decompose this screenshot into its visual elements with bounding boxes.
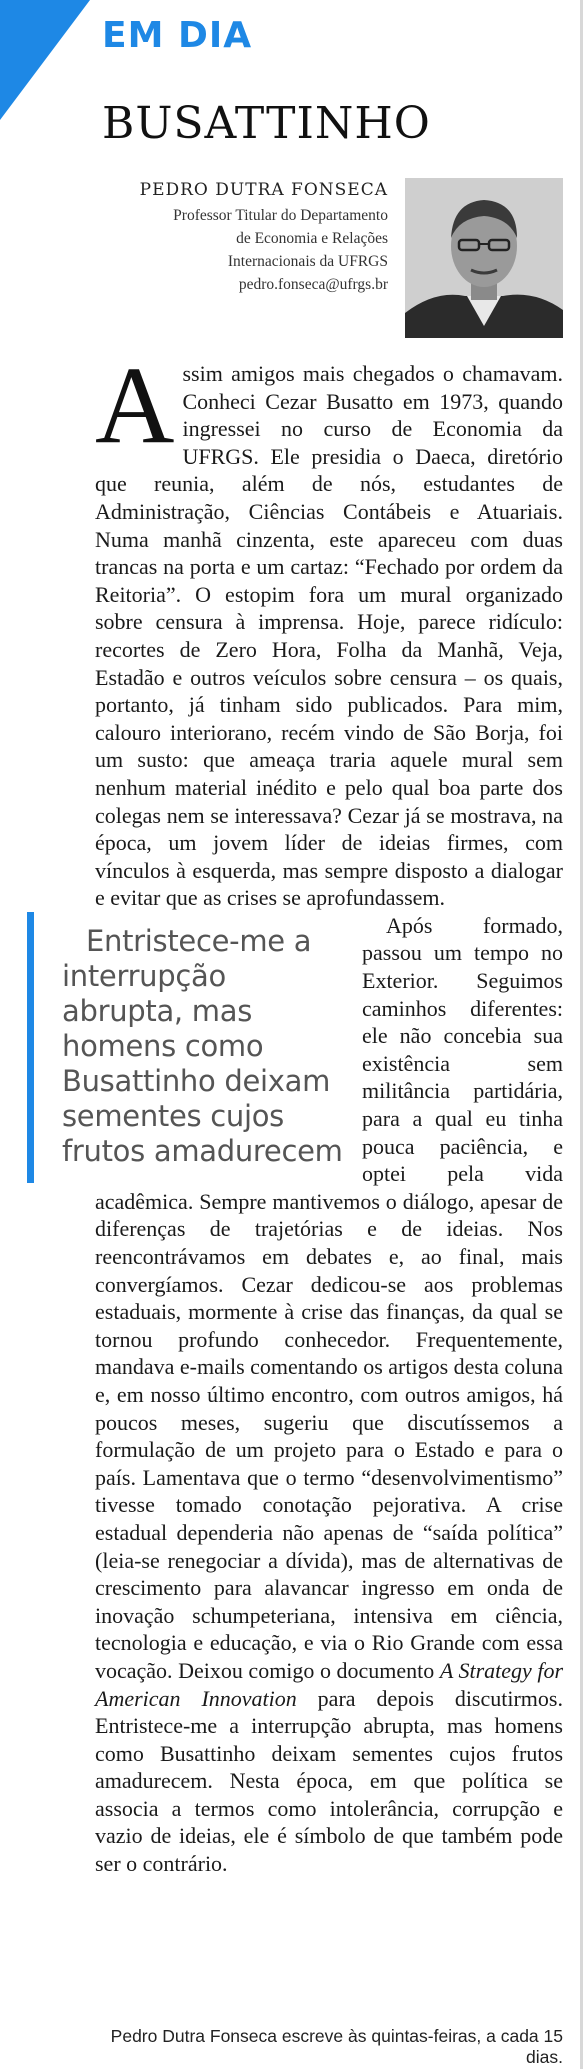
corner-accent — [0, 0, 90, 120]
author-role-line2: de Economia e Relações — [236, 229, 388, 247]
section-label: EM DIA — [102, 15, 253, 56]
author-email: pedro.fonseca@ufrgs.br — [238, 276, 388, 294]
author-schedule-note: Pedro Dutra Fonseca escreve às quintas-feiras, a cada 15 dias. — [110, 2026, 563, 2067]
author-photo — [405, 178, 563, 338]
author-portrait-image — [405, 178, 563, 338]
paragraph-2-text: Após formado, passou um tempo no Exterior. Seguimos caminhos diferentes: ele não concebia sua existência sem militância partidária, para a qual eu tinha pouca paciência, e optei pela vida acadêmica. Sempre mantivemos o diálogo, apesar de diferenças de trajetórias e de ideias. Nos reencontrávamos em debates e, ao final, mais convergíamos. Cezar dedicou-se aos problemas estaduais, mormente à crise das finanças, da qual se tornou profundo conhecedor. Frequentemente, mandava e-mails comentando os artigos desta coluna e, em nosso último encontro, com outros amigos, há poucos meses, sugeriu que discutíssemos a formulação de um projeto para o Estado e para o país. Lamentava que o termo “desenvolvimentismo” tivesse tomado conotação pejorativa. A crise estadual dependeria não apenas de “saída política” (leia-se renegociar a dívida), mas de alternativas de crescimento para alavancar ingresso em onda de inovação schumpeteriana, intensiva em ciência, tecnologia e educação, e via o Rio Grande com essa vocação. Deixou comigo o documento — [95, 912, 563, 1683]
article-body — [62, 344, 564, 1878]
author-role-line3: Internacionais da UFRGS — [227, 253, 388, 270]
pull-quote: Entristece-me a interrupção abrupta, mas homens como Busattinho deixam sementes cujos frutos amadurecem — [27, 912, 352, 1183]
article-title: BUSATTINHO — [102, 98, 431, 149]
drop-cap: A — [95, 344, 175, 466]
book-title: A Strategy for American Innovation — [95, 1657, 564, 1711]
paragraph-1-text: ssim amigos mais chegados o chamavam. Conheci Cezar Busatto em 1973, quando ingressei no curso de Economia da UFRGS. Ele presidia o Daeca, diretório que reunia, além de nós, estudantes de Administração, Ciências Contábeis e Atuariais. Numa manhã cinzenta, este apareceu com duas trancas na porta e um cartaz: “Fechado por ordem da Reitoria”. O estopim fora um mural organizado sobre censura à imprensa. Hoje, parece ridículo: recortes de Zero Hora, Folha da Manhã, Veja, Estadão e outros veículos sobre censura – os quais, portanto, já tinham sido publicados. Para mim, calouro interiorano, recém vindo de São Borja, foi um susto: que ameaça traria aquele mural sem nenhum material inédito e pelo qual boa parte dos colegas nem se interessava? Cezar já se mostrava, na época, um jovem líder de ideias firmes, com vínculos à esquerda, mas sempre disposto a dialogar e evitar que as crises se aprofundassem. — [95, 361, 563, 911]
author-name: PEDRO DUTRA FONSECA — [139, 180, 388, 200]
author-role-line1: Professor Titular do Departamento — [173, 206, 388, 224]
byline — [100, 178, 388, 297]
paragraph-2 — [62, 912, 564, 1878]
paragraph-2-end: para depois discutirmos. Entristece-me a interrupção abrupta, mas homens como Busattinho deixam sementes cujos frutos amadurecem. Nesta época, em que política se associa a termos como intolerância, corrupção e vazio de ideias, ele é símbolo de que também pode ser o contrário. — [95, 1685, 563, 1877]
paragraph-1 — [95, 344, 563, 912]
